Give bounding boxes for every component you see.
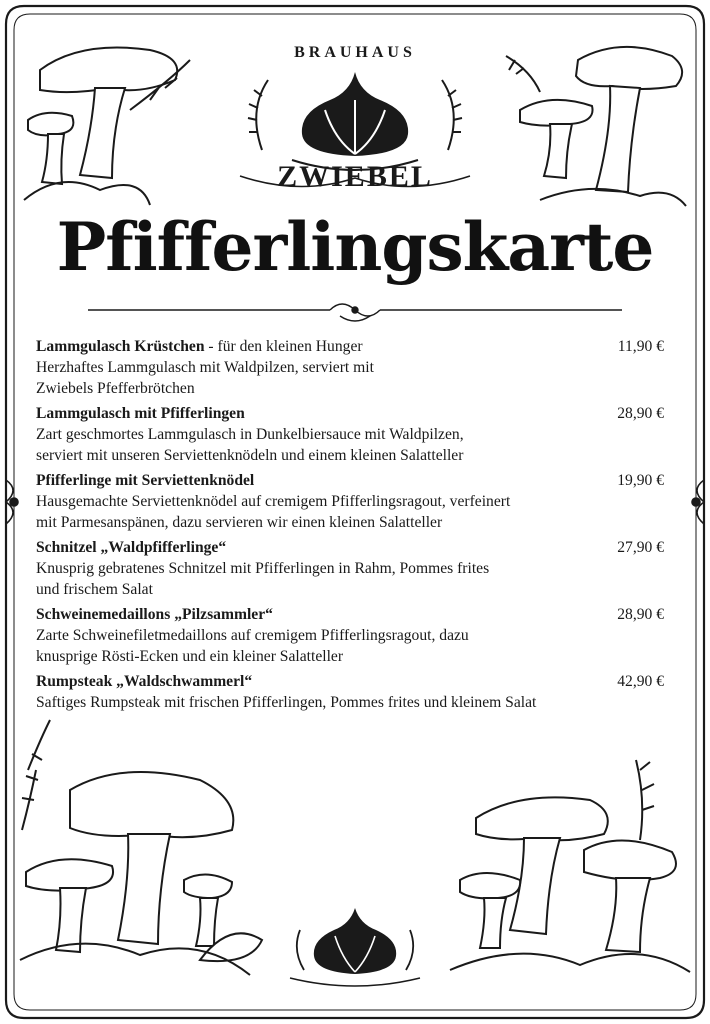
dish-name: Lammgulasch mit Pfifferlingen	[36, 405, 245, 422]
dish-price: 11,90 €	[617, 338, 664, 355]
right-side-ornament	[692, 480, 704, 524]
dish-description: Zarte Schweinefiletmedaillons auf cremigem Pfifferlingsragout, dazu	[36, 627, 469, 644]
dish-price: 42,90 €	[617, 673, 664, 690]
dish-description: Zwiebels Pfefferbrötchen	[36, 380, 195, 397]
flourish-divider-icon	[88, 304, 622, 321]
brand-top-text: BRAUHAUS	[294, 44, 416, 61]
dish-note: - für den kleinen Hunger	[204, 338, 363, 355]
dish-description: serviert mit unseren Serviettenknödeln und einem kleinen Salatteller	[36, 447, 464, 464]
dish-name: Lammgulasch Krüstchen	[36, 338, 205, 355]
mushroom-illustration-bottom-left	[20, 720, 262, 975]
menu-item	[36, 403, 668, 466]
menu-item	[36, 470, 668, 533]
brand-bottom-text: ZWIEBEL	[277, 160, 433, 193]
dish-name: Schnitzel „Waldpfifferlinge“	[36, 539, 227, 556]
mushroom-illustration-bottom-right	[450, 760, 690, 972]
dish-name: Schweinemedaillons „Pilzsammler“	[36, 606, 273, 623]
dish-description: knusprige Rösti-Ecken und ein kleiner Salatteller	[36, 648, 344, 665]
dish-price: 19,90 €	[617, 472, 664, 489]
dish-description: Knusprig gebratenes Schnitzel mit Pfifferlingen in Rahm, Pommes frites	[36, 560, 490, 577]
menu-item	[36, 336, 668, 399]
left-side-ornament	[6, 480, 18, 524]
dish-description: Hausgemachte Serviettenknödel auf cremigem Pfifferlingsragout, verfeinert	[36, 493, 511, 510]
dish-description: Herzhaftes Lammgulasch mit Waldpilzen, serviert mit	[36, 359, 374, 376]
dish-price: 28,90 €	[617, 405, 664, 422]
dish-description: und frischem Salat	[36, 581, 153, 598]
dish-price: 28,90 €	[617, 606, 664, 623]
mushroom-illustration-top-left	[24, 48, 190, 206]
dish-description: Zart geschmortes Lammgulasch in Dunkelbiersauce mit Waldpilzen,	[36, 426, 464, 443]
page-title: Pfifferlingskarte	[56, 208, 654, 286]
dish-description: Saftiges Rumpsteak mit frischen Pfifferlingen, Pommes frites und kleinem Salat	[36, 694, 537, 711]
onion-bottom-icon	[290, 908, 420, 986]
dish-name: Rumpsteak „Waldschwammerl“	[36, 673, 253, 690]
dish-name: Pfifferlinge mit Serviettenknödel	[36, 472, 255, 489]
menu-item	[36, 537, 668, 600]
mushroom-illustration-top-right	[506, 47, 686, 206]
menu-list	[36, 336, 668, 717]
menu-item	[36, 604, 668, 667]
dish-price: 27,90 €	[617, 539, 664, 556]
dish-description: mit Parmesanspänen, dazu servieren wir einen kleinen Salatteller	[36, 514, 443, 531]
menu-item	[36, 671, 668, 713]
